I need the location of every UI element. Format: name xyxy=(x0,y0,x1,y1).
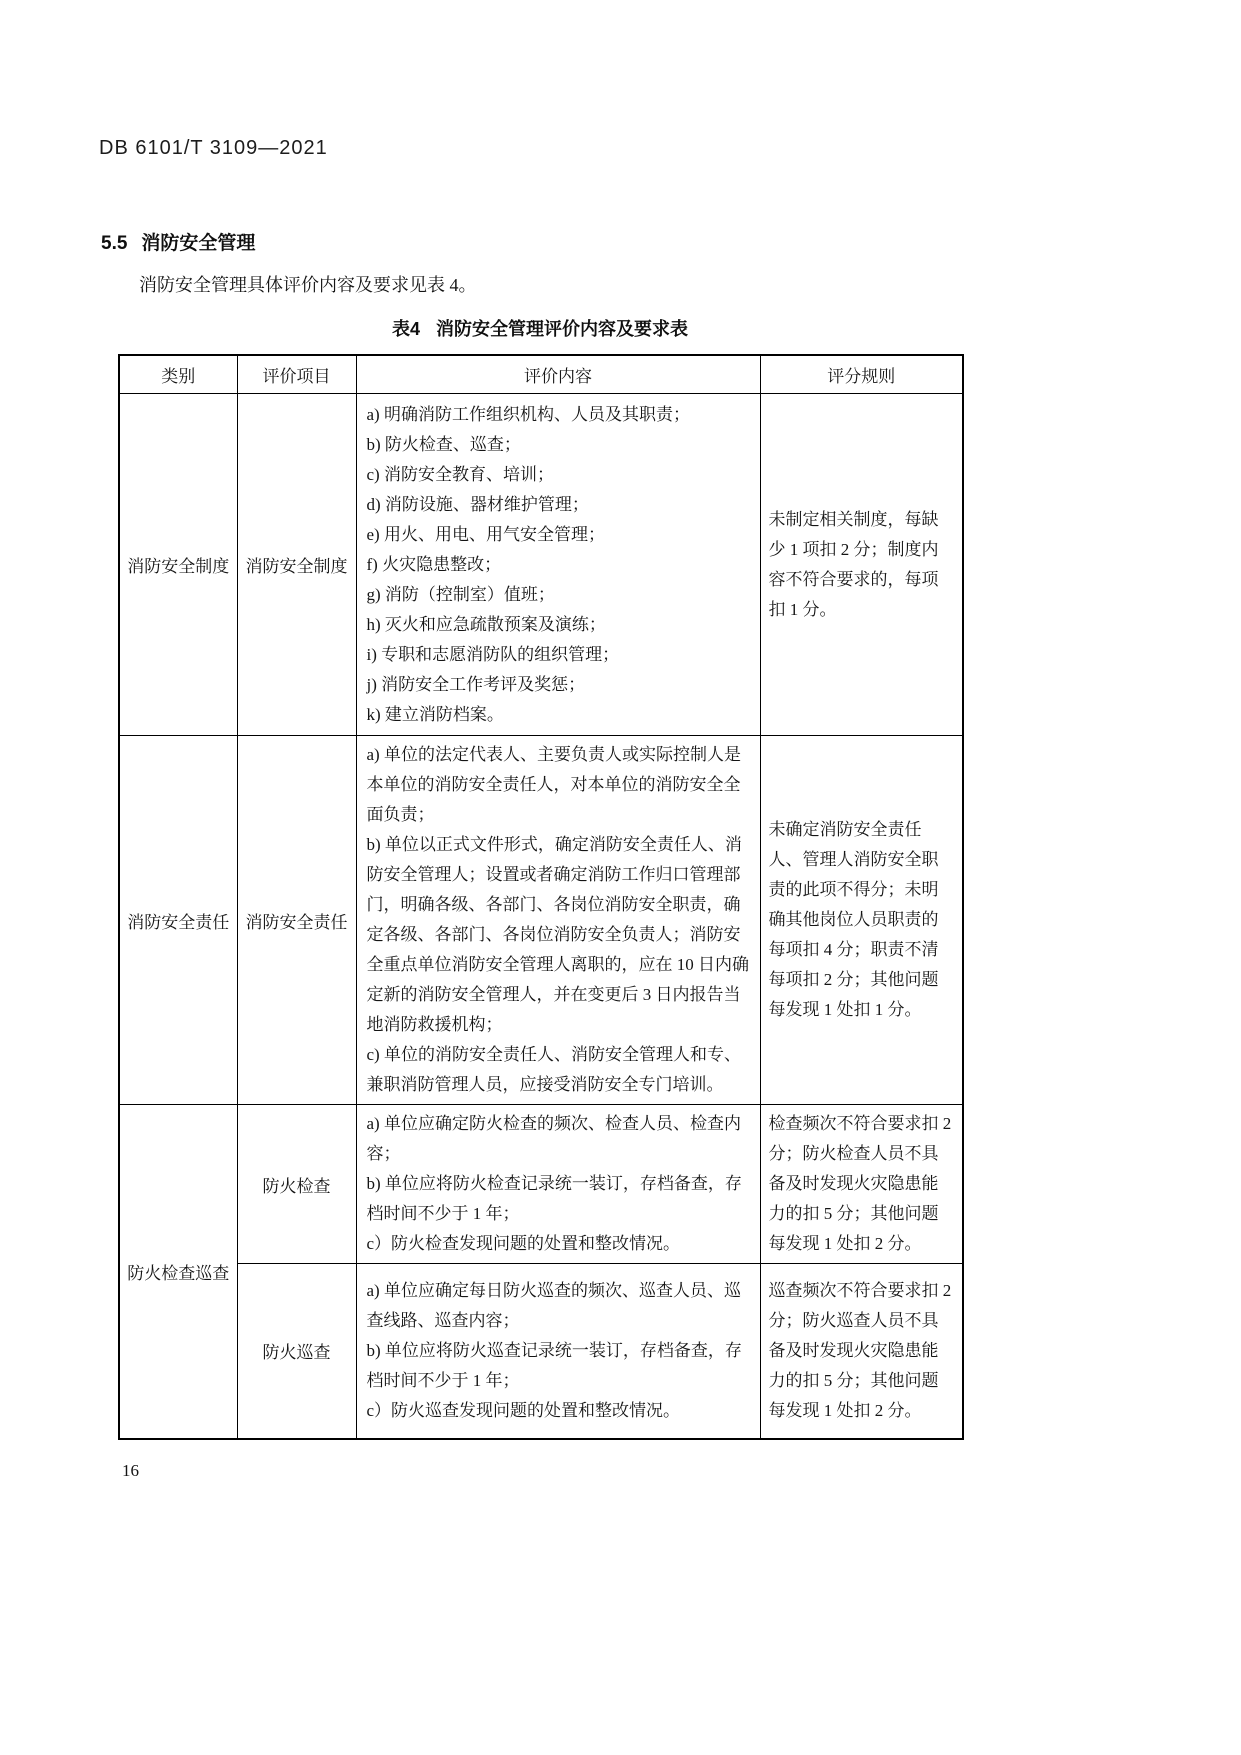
item-cell: 防火巡查 xyxy=(237,1264,356,1439)
table-row-fire-safety-responsibility xyxy=(119,736,963,1105)
category-cell: 消防安全责任 xyxy=(119,736,237,1105)
rule-cell: 未制定相关制度，每缺少 1 项扣 2 分；制度内容不符合要求的，每项扣 1 分。 xyxy=(760,394,963,736)
table-caption-title: 消防安全管理评价内容及要求表 xyxy=(436,319,688,339)
content-line: b) 单位以正式文件形式，确定消防安全责任人、消防安全管理人；设置或者确定消防工作归口管理部门，明确各级、各部门、各岗位消防安全职责，确定各级、各部门、各岗位消防安全负责人；消防安全重点单位消防安全管理人离职的，应在 10 日内确定新的消防安全管理人，并在变更后 3 日内报告当地消防救援机构； xyxy=(366,835,749,1034)
item-cell: 防火检查 xyxy=(237,1105,356,1264)
content-line: c) 消防安全教育、培训； xyxy=(366,464,554,484)
section-title: 消防安全管理 xyxy=(141,233,256,254)
content-cell xyxy=(356,736,760,1105)
content-line: k) 建立消防档案。 xyxy=(366,704,504,724)
content-line: j) 消防安全工作考评及奖惩； xyxy=(366,674,586,694)
table-caption xyxy=(118,315,962,341)
content-line: g) 消防（控制室）值班； xyxy=(366,584,555,604)
header-cell-item: 评价项目 xyxy=(237,355,356,394)
content-line: a) 明确消防工作组织机构、人员及其职责； xyxy=(366,404,690,424)
content-line: h) 灭火和应急疏散预案及演练； xyxy=(366,614,606,634)
item-cell: 消防安全制度 xyxy=(237,394,356,736)
rule-cell: 巡查频次不符合要求扣 2 分；防火巡查人员不具备及时发现火灾隐患能力的扣 5 分；其他问题每发现 1 处扣 2 分。 xyxy=(760,1264,963,1439)
header-cell-content: 评价内容 xyxy=(356,355,760,394)
table-row-fire-patrol xyxy=(119,1264,963,1439)
section-heading xyxy=(101,228,255,255)
header-cell-rule: 评分规则 xyxy=(760,355,963,394)
content-line: c）防火巡查发现问题的处置和整改情况。 xyxy=(366,1400,681,1420)
content-cell xyxy=(356,394,760,736)
content-line: b) 单位应将防火巡查记录统一装订，存档备查，存档时间不少于 1 年； xyxy=(366,1340,742,1390)
content-line: i) 专职和志愿消防队的组织管理； xyxy=(366,644,620,664)
header-cell-category: 类别 xyxy=(119,355,237,394)
content-cell xyxy=(356,1105,760,1264)
table-header-row xyxy=(119,355,963,394)
table-row-fire-safety-system xyxy=(119,394,963,736)
category-cell: 消防安全制度 xyxy=(119,394,237,736)
table-row-fire-inspection xyxy=(119,1105,963,1264)
content-line: d) 消防设施、器材维护管理； xyxy=(366,494,589,514)
content-line: a) 单位应确定每日防火巡查的频次、巡查人员、巡查线路、巡查内容； xyxy=(366,1280,741,1330)
content-line: c) 单位的消防安全责任人、消防安全管理人和专、兼职消防管理人员，应接受消防安全专门培训。 xyxy=(366,1045,741,1094)
item-cell: 消防安全责任 xyxy=(237,736,356,1105)
content-line: e) 用火、用电、用气安全管理； xyxy=(366,524,605,544)
intro-paragraph: 消防安全管理具体评价内容及要求见表 4。 xyxy=(139,275,477,295)
doc-number: DB 6101/T 3109—2021 xyxy=(99,137,328,159)
content-line: c）防火检查发现问题的处置和整改情况。 xyxy=(366,1234,681,1253)
page-number: 16 xyxy=(122,1461,139,1480)
content-cell xyxy=(356,1264,760,1439)
content-line: b) 单位应将防火检查记录统一装订，存档备查，存档时间不少于 1 年； xyxy=(366,1174,742,1223)
content-line: f) 火灾隐患整改； xyxy=(366,554,502,574)
evaluation-table xyxy=(118,354,964,1440)
content-line: b) 防火检查、巡查； xyxy=(366,434,521,454)
content-line: a) 单位应确定防火检查的频次、检查人员、检查内容； xyxy=(366,1114,741,1163)
category-cell-merged: 防火检查巡查 xyxy=(119,1105,237,1439)
content-line: a) 单位的法定代表人、主要负责人或实际控制人是本单位的消防安全责任人，对本单位的消防安全全面负责； xyxy=(366,745,741,824)
rule-cell: 未确定消防安全责任人、管理人消防安全职责的此项不得分；未明确其他岗位人员职责的每项扣 4 分；职责不清每项扣 2 分；其他问题每发现 1 处扣 1 分。 xyxy=(760,736,963,1105)
section-number: 5.5 xyxy=(101,233,128,254)
table-caption-label: 表4 xyxy=(391,319,420,339)
rule-cell: 检查频次不符合要求扣 2 分；防火检查人员不具备及时发现火灾隐患能力的扣 5 分；其他问题每发现 1 处扣 2 分。 xyxy=(760,1105,963,1264)
